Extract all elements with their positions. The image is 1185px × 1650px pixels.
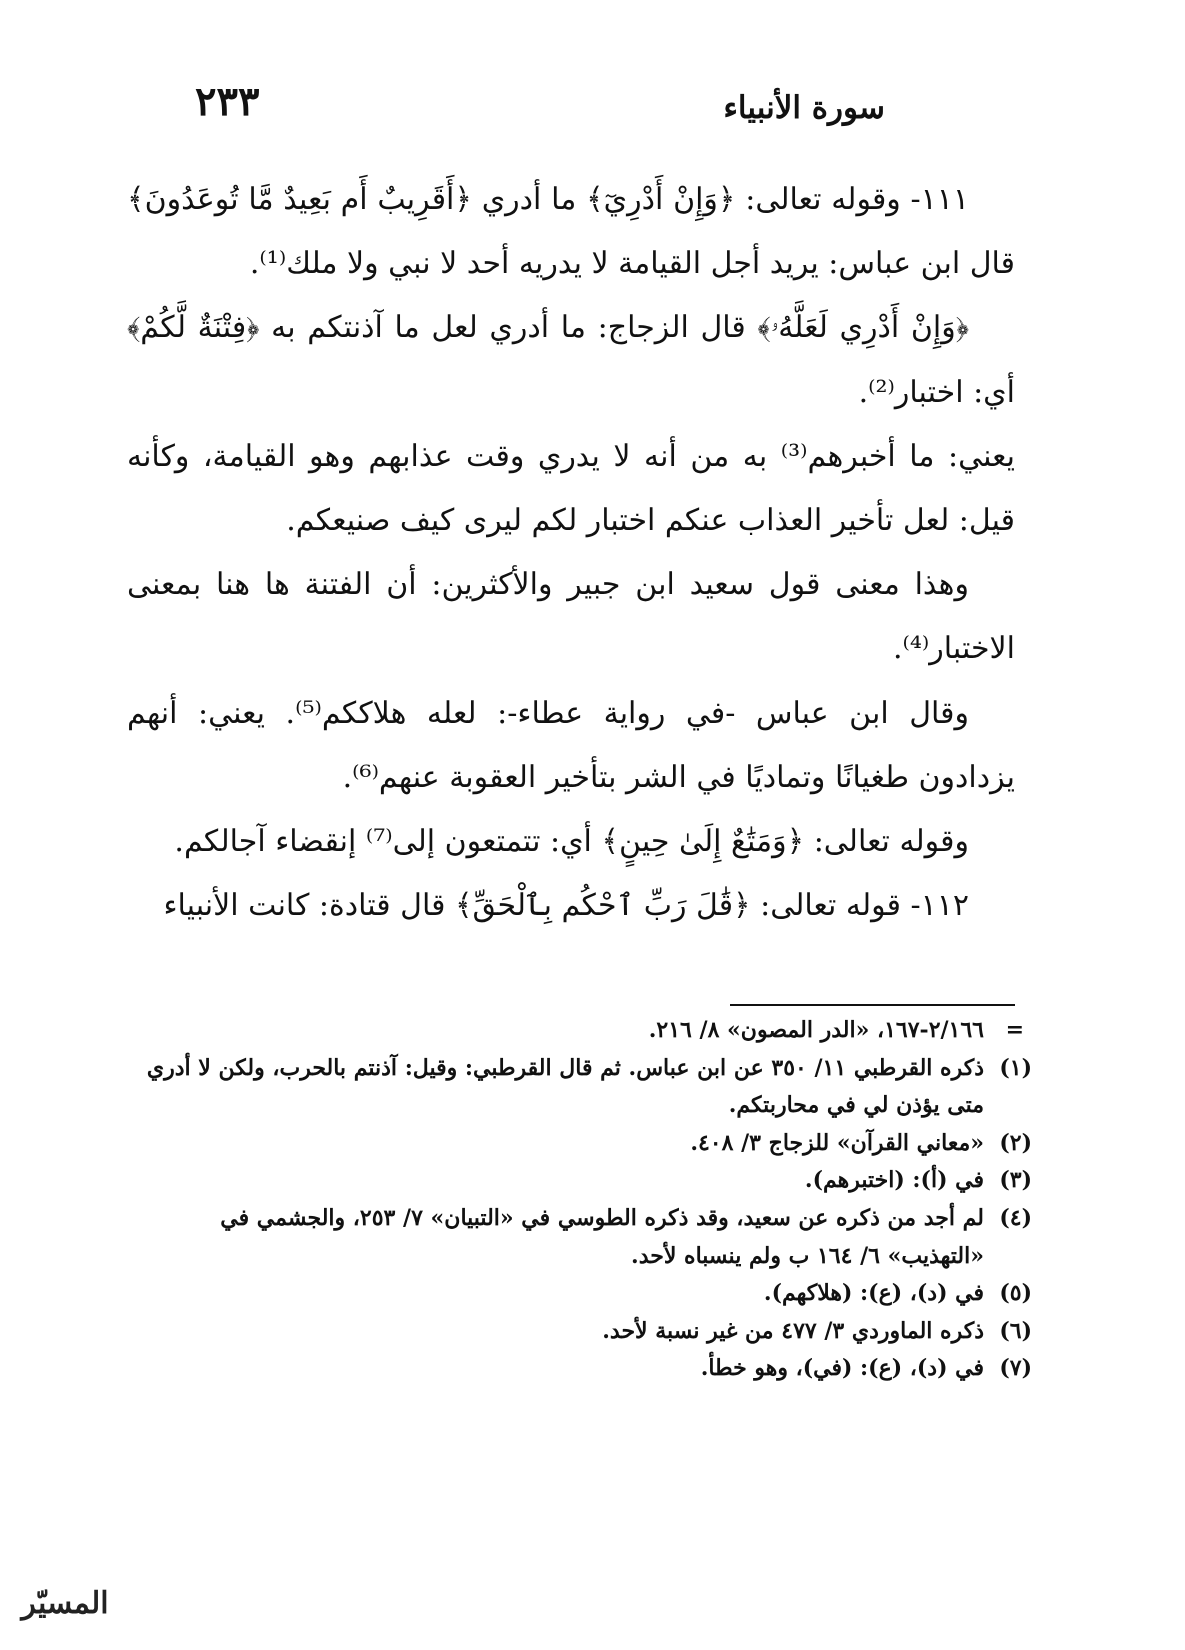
footnote-text: في (د)، (ع): (في)، وهو خطأ.: [700, 1355, 984, 1382]
publisher-logo: المسيّر: [21, 1586, 109, 1621]
footnote-text: في (أ): (اختبرهم).: [804, 1167, 984, 1194]
page-number: ٢٣٣: [195, 78, 260, 125]
paragraph: ﴿وَإِنْ أَدْرِي لَعَلَّهُۥ﴾ قال الزجاج: ما أدري لعل ما آذنتكم به ﴿فِتْنَةٌ لَّكُمْ﴾ أي: اختبار⁽²⁾.: [127, 310, 1015, 410]
paragraph: ١١١- وقوله تعالى: ﴿وَإِنْ أَدْرِيٓ﴾ ما أدري ﴿أَقَرِيبٌ أَم بَعِيدٌ مَّا تُوعَدُونَ﴾ قال ابن عباس: يريد أجل القيامة لا يدريه أحد لا نبي ولا ملك⁽¹⁾.: [127, 182, 1015, 282]
footnote-marker: (٤): [999, 1204, 1032, 1231]
footnote-marker: (٣): [999, 1167, 1032, 1194]
paragraph: ١١٢- قوله تعالى: ﴿قَٰلَ رَبِّ ٱحْكُم بِٱلْحَقِّ﴾ قال قتادة: كانت الأنبياء: [163, 888, 969, 924]
paragraph: وقال ابن عباس -في رواية عطاء-: لعله هلاككم⁽⁵⁾. يعني: أنهم يزدادون طغيانًا وتماديًا في الشر بتأخير العقوبة عنهم⁽⁶⁾.: [127, 695, 1015, 795]
surah-title: سورة الأنبياء: [723, 90, 885, 126]
footnote-divider: [730, 1004, 1015, 1006]
footnote-text: في (د)، (ع): (هلاكهم).: [763, 1280, 984, 1307]
page-header: [195, 78, 885, 138]
footnote-text: لم أجد من ذكره عن سعيد، وقد ذكره الطوسي في «التبيان» ٧/ ٢٥٣، والجشمي في «التهذيب» ٦/ ١٦٤ ب ولم ينسباه لأحد.: [220, 1204, 984, 1269]
footnote: [127, 1200, 1032, 1275]
footnote: [127, 1350, 1032, 1388]
footnote-marker: (١): [999, 1054, 1032, 1081]
footnote: [127, 1050, 1032, 1125]
footnote-marker: (٧): [999, 1355, 1032, 1382]
main-text: [127, 168, 1015, 938]
paragraph: وهذا معنى قول سعيد ابن جبير والأكثرين: أن الفتنة ها هنا بمعنى الاختبار⁽⁴⁾.: [127, 567, 1015, 667]
footnote-marker: (٦): [999, 1317, 1032, 1344]
footnote: [127, 1313, 1032, 1351]
footnote-continuation: [127, 1012, 1032, 1050]
footnote-text: ذكره الماوردي ٣/ ٤٧٧ من غير نسبة لأحد.: [602, 1317, 984, 1344]
paragraph: يعني: ما أخبرهم⁽³⁾ به من أنه لا يدري وقت عذابهم وهو القيامة، وكأنه قيل: لعل تأخير العذاب عنكم اختبار لكم ليرى كيف صنيعكم.: [127, 438, 1015, 539]
footnote-text: «معاني القرآن» للزجاج ٣/ ٤٠٨.: [690, 1129, 984, 1156]
footnote: [127, 1275, 1032, 1313]
footnote-marker: (٥): [999, 1280, 1032, 1307]
footnote-text: ٢/١٦٦-١٦٧، «الدر المصون» ٨/ ٢١٦.: [648, 1017, 984, 1043]
paragraph: وقوله تعالى: ﴿وَمَتَٰعٌ إِلَىٰ حِينٍ﴾ أي: تتمتعون إلى⁽⁷⁾ إنقضاء آجالكم.: [174, 824, 969, 860]
footnote-text: ذكره القرطبي ١١/ ٣٥٠ عن ابن عباس. ثم قال القرطبي: وقيل: آذنتم بالحرب، ولكن لا أدري متى يؤذن لي في محاربتكم.: [146, 1054, 984, 1119]
footnote-marker: (٢): [999, 1129, 1032, 1156]
footnote: [127, 1162, 1032, 1200]
footnote: [127, 1125, 1032, 1163]
footnotes: [127, 1012, 1032, 1388]
footnote-marker: =: [1005, 1017, 1024, 1043]
